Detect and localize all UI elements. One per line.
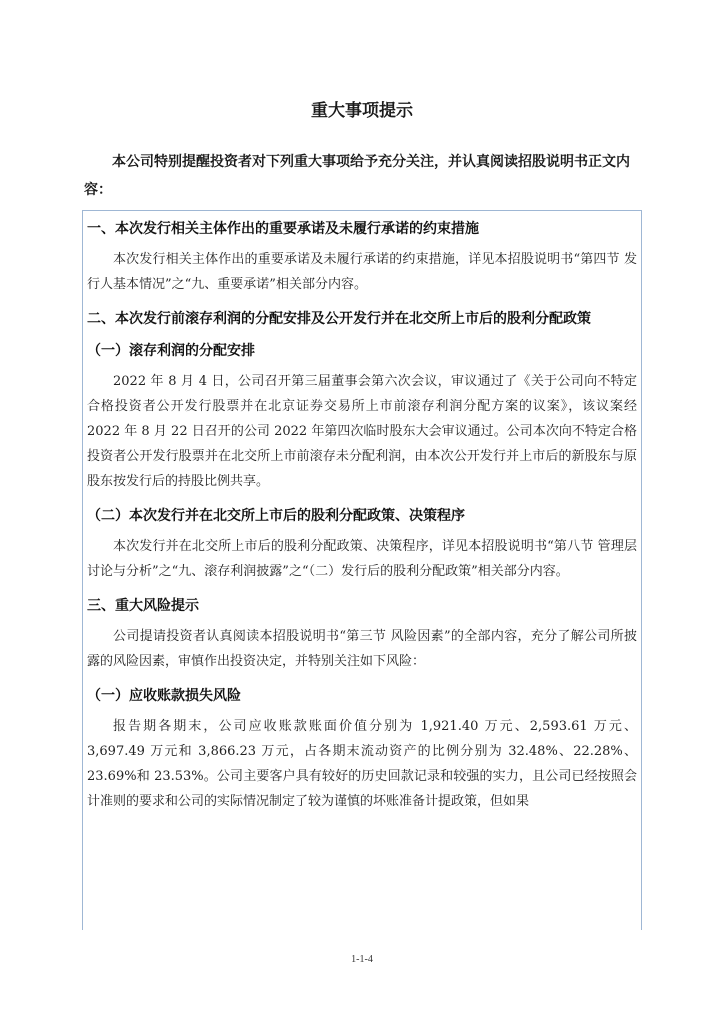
section-2-sub1-heading: （一）滚存利润的分配安排 <box>87 343 255 359</box>
section-2-heading: 二、本次发行前滚存利润的分配安排及公开发行并在北交所上市后的股利分配政策 <box>87 311 591 327</box>
section-3-sub1-body: 报告期各期末，公司应收账款账面价值分别为 1,921.40 万元、2,593.61 万元、3,697.49 万元和 3,866.23 万元，占各期末流动资产的比例分别为 32.48%、22.28%、23.69%和 23.53%。公司主要客户具有较好的历史回款记录和较强的实力，且公司已经按照会计准则的要求和公司的实际情况制定了较为谨慎的坏账准备计提政策，但如果 <box>87 719 637 809</box>
section-3-heading: 三、重大风险提示 <box>87 598 199 614</box>
intro-paragraph: 本公司特别提醒投资者对下列重大事项给予充分关注，并认真阅读招股说明书正文内容： <box>84 154 630 198</box>
section-3-body: 公司提请投资者认真阅读本招股说明书“第三节 风险因素”的全部内容，充分了解公司所披露的风险因素，审慎作出投资决定，并特别关注如下风险： <box>87 629 637 669</box>
content-box <box>82 210 642 930</box>
section-2-sub2-heading: （二）本次发行并在北交所上市后的股利分配政策、决策程序 <box>87 508 465 524</box>
section-1-body: 本次发行相关主体作出的重要承诺及未履行承诺的约束措施，详见本招股说明书“第四节 发行人基本情况”之“九、重要承诺”相关部分内容。 <box>87 252 637 292</box>
page-title: 重大事项提示 <box>311 101 413 121</box>
section-2-sub2-body: 本次发行并在北交所上市后的股利分配政策、决策程序，详见本招股说明书“第八节 管理层讨论与分析”之“九、滚存利润披露”之“（二）发行后的股利分配政策”相关部分内容。 <box>87 539 637 579</box>
section-3-sub1-heading: （一）应收账款损失风险 <box>87 688 241 704</box>
section-1-heading: 一、本次发行相关主体作出的重要承诺及未履行承诺的约束措施 <box>87 221 479 237</box>
page-number: 1-1-4 <box>351 954 373 965</box>
section-2-sub1-body: 2022 年 8 月 4 日，公司召开第三届董事会第六次会议，审议通过了《关于公司向不特定合格投资者公开发行股票并在北京证券交易所上市前滚存利润分配方案的议案》，该议案经 2022 年 8 月 22 日召开的公司 2022 年第四次临时股东大会审议通过。公司本次向不特定合格投资者公开发行股票并在北交所上市前滚存未分配利润，由本次公开发行并上市后的新股东与原股东按发行后的持股比例共享。 <box>87 374 637 489</box>
